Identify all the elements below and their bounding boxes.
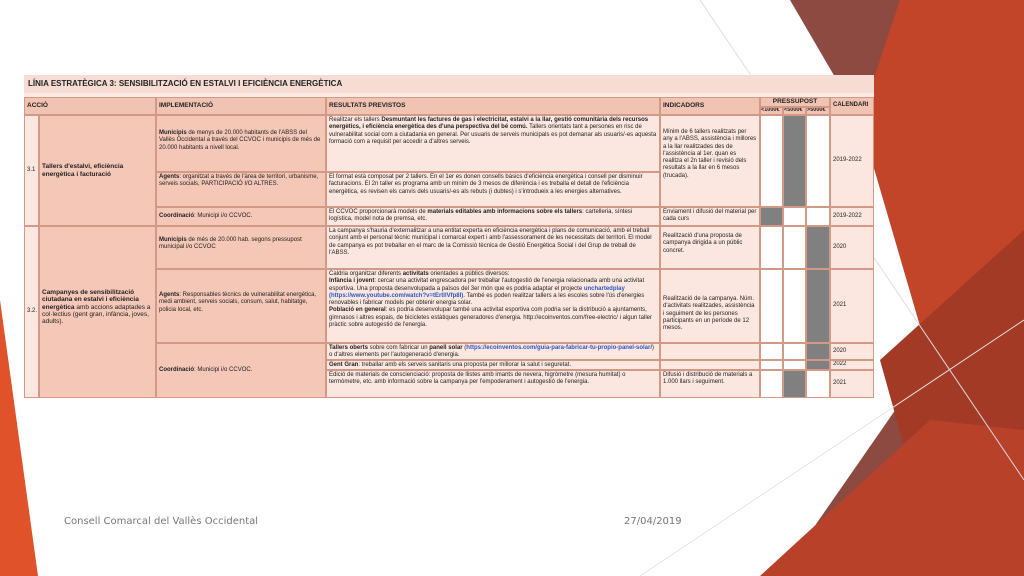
results-bold: panell solar (429, 345, 463, 351)
budget-cell (806, 370, 830, 398)
budget-cell-selected (806, 226, 830, 269)
impl-label: Coordinació (159, 212, 195, 219)
budget-cell (806, 207, 830, 226)
impl-label: Coordinació (159, 366, 195, 373)
results-bold: Gent Gran (329, 362, 359, 368)
results-cell (326, 360, 660, 370)
table-title: LÍNIA ESTRATÈGICA 3: SENSIBILITZACIÓ EN ESTALVI I EFICIÈNCIA ENERGÈTICA (24, 75, 874, 93)
action-name: Tallers d'estalvi, eficiència energètica i facturació (39, 115, 156, 226)
results-text: : cartelleria, síntesi logística, model nota de premsa, etc. (329, 209, 633, 223)
action-name-bold: Campanyes de sensibilització ciutadana en estalvi i eficiència energètica (42, 289, 139, 311)
results-text: orientades a públics diversos: (428, 271, 510, 277)
results-text: : cercar una activitat engrescadora per treballar l'autogestió de l'energia relacionada amb una activitat esportiva. Una proposta desenvolupada a països del 3er món que es podria adaptar el projecte (329, 278, 645, 292)
results-text: . També es poden realitzar tallers a les escoles sobre l'ús d'energies renovables i fabricar models per obtenir energia solar. (329, 292, 645, 307)
results-bold: activitats (402, 271, 429, 277)
solar-panel-link[interactable]: https://ecoinventos.com/guia-para-fabricar-tu-propio-panel-solar/ (466, 345, 652, 351)
budget-cell (760, 370, 783, 398)
action-name (39, 226, 156, 398)
implementation-cell (156, 115, 326, 172)
calendar-cell: 2020 (830, 343, 874, 360)
results-text: El CCVOC proporcionarà models de (329, 209, 428, 215)
header-resultats: RESULTATS PREVISTOS (326, 97, 660, 115)
impl-text: de menys de 20.000 habitants de l'ABSS del Vallès Occidental a través del CCVOC i municipis de més de 20.000 habitants a nivell local. (159, 130, 321, 151)
calendar-cell: 2021 (830, 269, 874, 343)
indicator-cell: Realització d'una proposta de campanya dirigida a un públic concret. (660, 226, 760, 269)
budget-cell (783, 343, 806, 360)
results-bold: Infància i jovent (329, 278, 375, 285)
results-bold: Desmuntant les factures de gas i electricitat, estalvi a la llar, gestió comunitària dels recursos energètics, i eficiència energètica des d'una perspectiva del bé comú. (329, 117, 649, 131)
results-cell (326, 343, 660, 360)
impl-label: Municipis (159, 130, 187, 136)
results-text: Realitzar els tallers (329, 117, 382, 123)
impl-text: : Municipi i/o CCVOC. (194, 212, 253, 219)
budget-cell (783, 269, 806, 343)
indicator-cell (660, 360, 760, 370)
budget-cell (760, 343, 783, 360)
calendar-cell: 2022 (830, 360, 874, 370)
impl-text: : Responsables tècnics de vulnerabilitat energètica, medi ambient, serveis socials, consum, salut, habitatge, policia local, etc. (159, 292, 317, 313)
implementation-cell (156, 343, 326, 398)
impl-text: de més de 20.000 hab. segons pressupost municipal i/o CCVOC (159, 237, 302, 251)
impl-label: Agents (159, 174, 180, 180)
impl-label: Municipis (159, 237, 187, 243)
header-accio: ACCIÓ (24, 97, 156, 115)
results-cell (326, 207, 660, 226)
implementation-cell (156, 207, 326, 226)
action-number: 3.1 (24, 115, 39, 226)
header-budget-3: >5000€ (806, 107, 830, 115)
results-text: ) o d'altres elements per l'autogeneració d'energia. (329, 345, 654, 359)
implementation-cell (156, 226, 326, 269)
results-text: ( (462, 345, 467, 351)
indicator-cell: Enviament i difusió del material per cada curs (660, 207, 760, 226)
footer-date: 27/04/2019 (624, 516, 682, 527)
results-text: Caldria organitzar diferents (329, 271, 403, 277)
results-text: : es podria desenvolupar també una activitat esportiva com podria ser la distribució a ajuntaments, gimnasos i altres espais, de bicicletes estàtiques generadores d'energia. http://ecoinventos.com/free-electric/ i algun taller pràctic sobre autogestió de l'energia. (329, 307, 652, 329)
results-cell: La campanya s'hauria d'externalitzar a una entitat experta en eficiència energètica i plans de comunicació, amb el treball conjunt amb el personal tècnic municipal i comarcal expert i amb l'assessorament de les necessitats del territori. El model de campanya es pot treballar en el marc de la Comissió tècnica de Gestió Energètica Social i del Grup de treball de l'ABSS. (326, 226, 660, 269)
results-cell: Edició de materials de conscienciació: proposta de llistes amb imants de nevera, higròmetre (mesura humitat) o termòmetre, etc. amb informació sobre la campanya per l'empoderament i autogestió de l'energia. (326, 370, 660, 398)
budget-cell-selected (806, 360, 830, 370)
action-name-text: amb accions adaptades a col·lectius (gent gran, infància, joves, adults). (42, 303, 151, 326)
results-cell: El format està composat per 2 tallers. En el 1er es donen consells bàsics d'eficiència energètica i consell per disminuir facturacions. El 2n taller es programa amb un mínim de 3 mesos de diferència i es treballa el detall de l'eficiència energètica, es revisen els canvis dels usuaris/-es als rebuts (i dubtes) i s'introdueix a les energies alternatives. (326, 172, 660, 207)
budget-cell (760, 360, 783, 370)
budget-cell-selected (760, 207, 783, 226)
impl-text: : Municipi i/o CCVOC. (194, 366, 253, 373)
calendar-cell: 2019-2022 (830, 115, 874, 207)
indicator-cell: Mínim de 6 tallers realitzats per any a l'ABSS, assistència i millores a la llar realitzades des de l'assistència al 1er. quan es realitza el 2n taller i revisió dels resultats a la llar en 6 mesos (trucada). (660, 115, 760, 207)
budget-cell (783, 226, 806, 269)
calendar-cell: 2020 (830, 226, 874, 269)
results-text: Tallers orientats tant a persones en risc de vulnerabilitat social com a ciutadania en general. Per usuaris de serveis municipals es pot demanar als usuaris/-es aquesta formació com a requisit per accedir a d'altres serveis. (329, 124, 657, 145)
budget-cell (783, 207, 806, 226)
header-calendari: CALENDARI (830, 97, 874, 115)
budget-cell-selected (783, 115, 806, 207)
results-cell (326, 269, 660, 343)
budget-cell (760, 115, 783, 207)
header-budget-1: <1000€ (760, 107, 783, 115)
header-pressupost: PRESSUPOST (760, 97, 830, 107)
budget-cell-selected (806, 269, 830, 343)
budget-cell-selected (806, 343, 830, 360)
header-indicadors: INDICADORS (660, 97, 760, 115)
action-number: 3.2. (24, 226, 39, 398)
budget-cell-selected (783, 370, 806, 398)
indicator-cell: Realització de la campanya. Núm. d'activitats realitzades, assistència i seguiment de les persones participants en un període de 12 mesos. (660, 269, 760, 343)
video-link[interactable]: unchartedplay (https://www.youtube.com/watch?v=tErtIlVfp8I) (329, 285, 625, 299)
budget-cell (783, 360, 806, 370)
calendar-cell: 2021 (830, 370, 874, 398)
header-implementacio: IMPLEMENTACIÓ (156, 97, 326, 115)
footer-organization: Consell Comarcal del Vallès Occidental (64, 516, 259, 527)
implementation-cell (156, 172, 326, 207)
results-text: sobre com fabricar un (367, 345, 430, 351)
header-budget-2: <5000€ (783, 107, 806, 115)
calendar-cell: 2019-2022 (830, 207, 874, 226)
budget-cell (806, 115, 830, 207)
budget-cell (760, 269, 783, 343)
results-cell (326, 115, 660, 172)
implementation-cell (156, 269, 326, 343)
indicator-cell: Difusió i distribució de materials a 1.000 llars i seguiment. (660, 370, 760, 398)
results-text: : treballar amb els serveis sanitaris una proposta per millorar la salut i seguretat. (358, 362, 572, 368)
strategic-line-table (24, 75, 874, 398)
indicator-cell (660, 343, 760, 360)
budget-cell (760, 226, 783, 269)
impl-text: : organitzat a través de l'àrea de territori, urbanisme, serveis socials, PARTICIPACIÓ I/O ALTRES. (159, 174, 319, 188)
impl-label: Agents (159, 292, 180, 298)
results-bold: Població en general (329, 307, 386, 314)
results-bold: materials editables amb informacions sobre els tallers (427, 209, 583, 215)
results-bold: Tallers oberts (329, 345, 368, 351)
